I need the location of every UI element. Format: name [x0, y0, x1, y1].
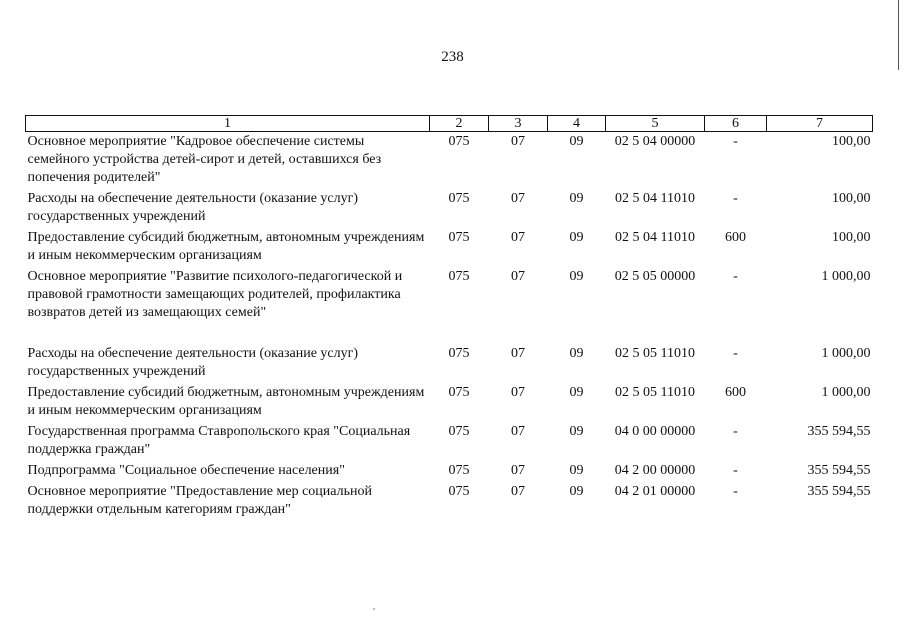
row-section-code: 07 [511, 484, 525, 499]
row-name: Расходы на обеспечение деятельности (оказание услуг) государственных учреждений [27, 191, 359, 224]
budget-table [25, 115, 873, 521]
row-amount: 100,00 [832, 230, 871, 245]
row-name: Основное мероприятие "Предоставление мер социальной поддержки отдельным категориям граждан" [27, 484, 372, 517]
column-header-1: 1 [26, 116, 430, 132]
table-row [26, 461, 873, 482]
row-name: Предоставление субсидий бюджетным, автономным учреждениям и иным некоммерческим организациям [27, 385, 425, 418]
row-subsection-code: 09 [569, 346, 584, 361]
row-name: Основное мероприятие "Кадровое обеспечение системы семейного устройства детей-сирот и детей, оставшихся без попечения родителей" [27, 134, 382, 185]
row-ministry-code: 075 [448, 463, 470, 478]
scan-speck [373, 608, 375, 610]
row-target-code: 02 5 04 00000 [614, 134, 696, 149]
row-name: Подпрограмма "Социальное обеспечение населения" [27, 463, 345, 478]
table-row [26, 383, 873, 422]
row-amount: 355 594,55 [807, 484, 871, 499]
column-header-7: 7 [767, 116, 873, 132]
row-subsection-code: 09 [569, 230, 584, 245]
row-section-code: 07 [511, 463, 525, 478]
table-row [26, 482, 873, 521]
row-target-code: 04 2 00 00000 [614, 463, 696, 478]
row-amount: 100,00 [832, 134, 871, 149]
row-ministry-code: 075 [448, 484, 470, 499]
row-expense-type: - [733, 463, 738, 478]
row-name: Основное мероприятие "Развитие психолого-педагогической и правовой грамотности замещающих родителей, профилактика возвратов детей из замещающих семей" [27, 269, 403, 320]
row-expense-type: - [733, 484, 738, 499]
column-header-3: 3 [489, 116, 548, 132]
row-section-code: 07 [511, 346, 525, 361]
table-row [26, 132, 873, 190]
row-expense-type: - [733, 424, 738, 439]
table-row [26, 189, 873, 228]
row-ministry-code: 075 [448, 191, 470, 206]
row-name: Государственная программа Ставропольского края "Социальная поддержка граждан" [27, 424, 411, 457]
row-target-code: 02 5 05 00000 [614, 269, 696, 284]
row-expense-type: - [733, 191, 738, 206]
row-expense-type: - [733, 346, 738, 361]
row-amount: 355 594,55 [807, 463, 871, 478]
row-target-code: 04 0 00 00000 [614, 424, 696, 439]
row-expense-type: 600 [725, 385, 746, 400]
row-ministry-code: 075 [448, 385, 470, 400]
column-header-5: 5 [606, 116, 705, 132]
row-target-code: 02 5 04 11010 [615, 230, 695, 245]
row-name: Предоставление субсидий бюджетным, автономным учреждениям и иным некоммерческим организациям [27, 230, 425, 263]
row-subsection-code: 09 [569, 463, 584, 478]
row-subsection-code: 09 [569, 269, 584, 284]
row-section-code: 07 [511, 230, 525, 245]
row-name: Расходы на обеспечение деятельности (оказание услуг) государственных учреждений [27, 346, 359, 379]
table-header-row [26, 116, 873, 132]
table-row [26, 228, 873, 267]
row-ministry-code: 075 [448, 134, 470, 149]
column-header-4: 4 [548, 116, 606, 132]
column-header-2: 2 [430, 116, 489, 132]
table-row [26, 267, 873, 344]
row-section-code: 07 [511, 191, 525, 206]
row-ministry-code: 075 [448, 269, 470, 284]
row-section-code: 07 [511, 134, 525, 149]
row-subsection-code: 09 [569, 191, 584, 206]
row-amount: 1 000,00 [821, 346, 871, 361]
row-ministry-code: 075 [448, 346, 470, 361]
row-section-code: 07 [511, 424, 525, 439]
row-target-code: 02 5 04 11010 [615, 191, 695, 206]
row-ministry-code: 075 [448, 424, 470, 439]
table-row [26, 422, 873, 461]
row-ministry-code: 075 [448, 230, 470, 245]
page-number: 238 [441, 49, 464, 65]
row-section-code: 07 [511, 269, 525, 284]
row-subsection-code: 09 [569, 134, 584, 149]
row-target-code: 04 2 01 00000 [614, 484, 696, 499]
table-row [26, 344, 873, 383]
row-target-code: 02 5 05 11010 [615, 346, 695, 361]
column-header-6: 6 [705, 116, 767, 132]
row-subsection-code: 09 [569, 424, 584, 439]
row-expense-type: - [733, 134, 738, 149]
row-amount: 100,00 [832, 191, 871, 206]
row-amount: 1 000,00 [821, 269, 871, 284]
row-target-code: 02 5 05 11010 [615, 385, 695, 400]
row-amount: 355 594,55 [807, 424, 871, 439]
row-expense-type: 600 [725, 230, 746, 245]
row-section-code: 07 [511, 385, 525, 400]
row-subsection-code: 09 [569, 484, 584, 499]
row-amount: 1 000,00 [821, 385, 871, 400]
row-expense-type: - [733, 269, 738, 284]
row-subsection-code: 09 [569, 385, 584, 400]
